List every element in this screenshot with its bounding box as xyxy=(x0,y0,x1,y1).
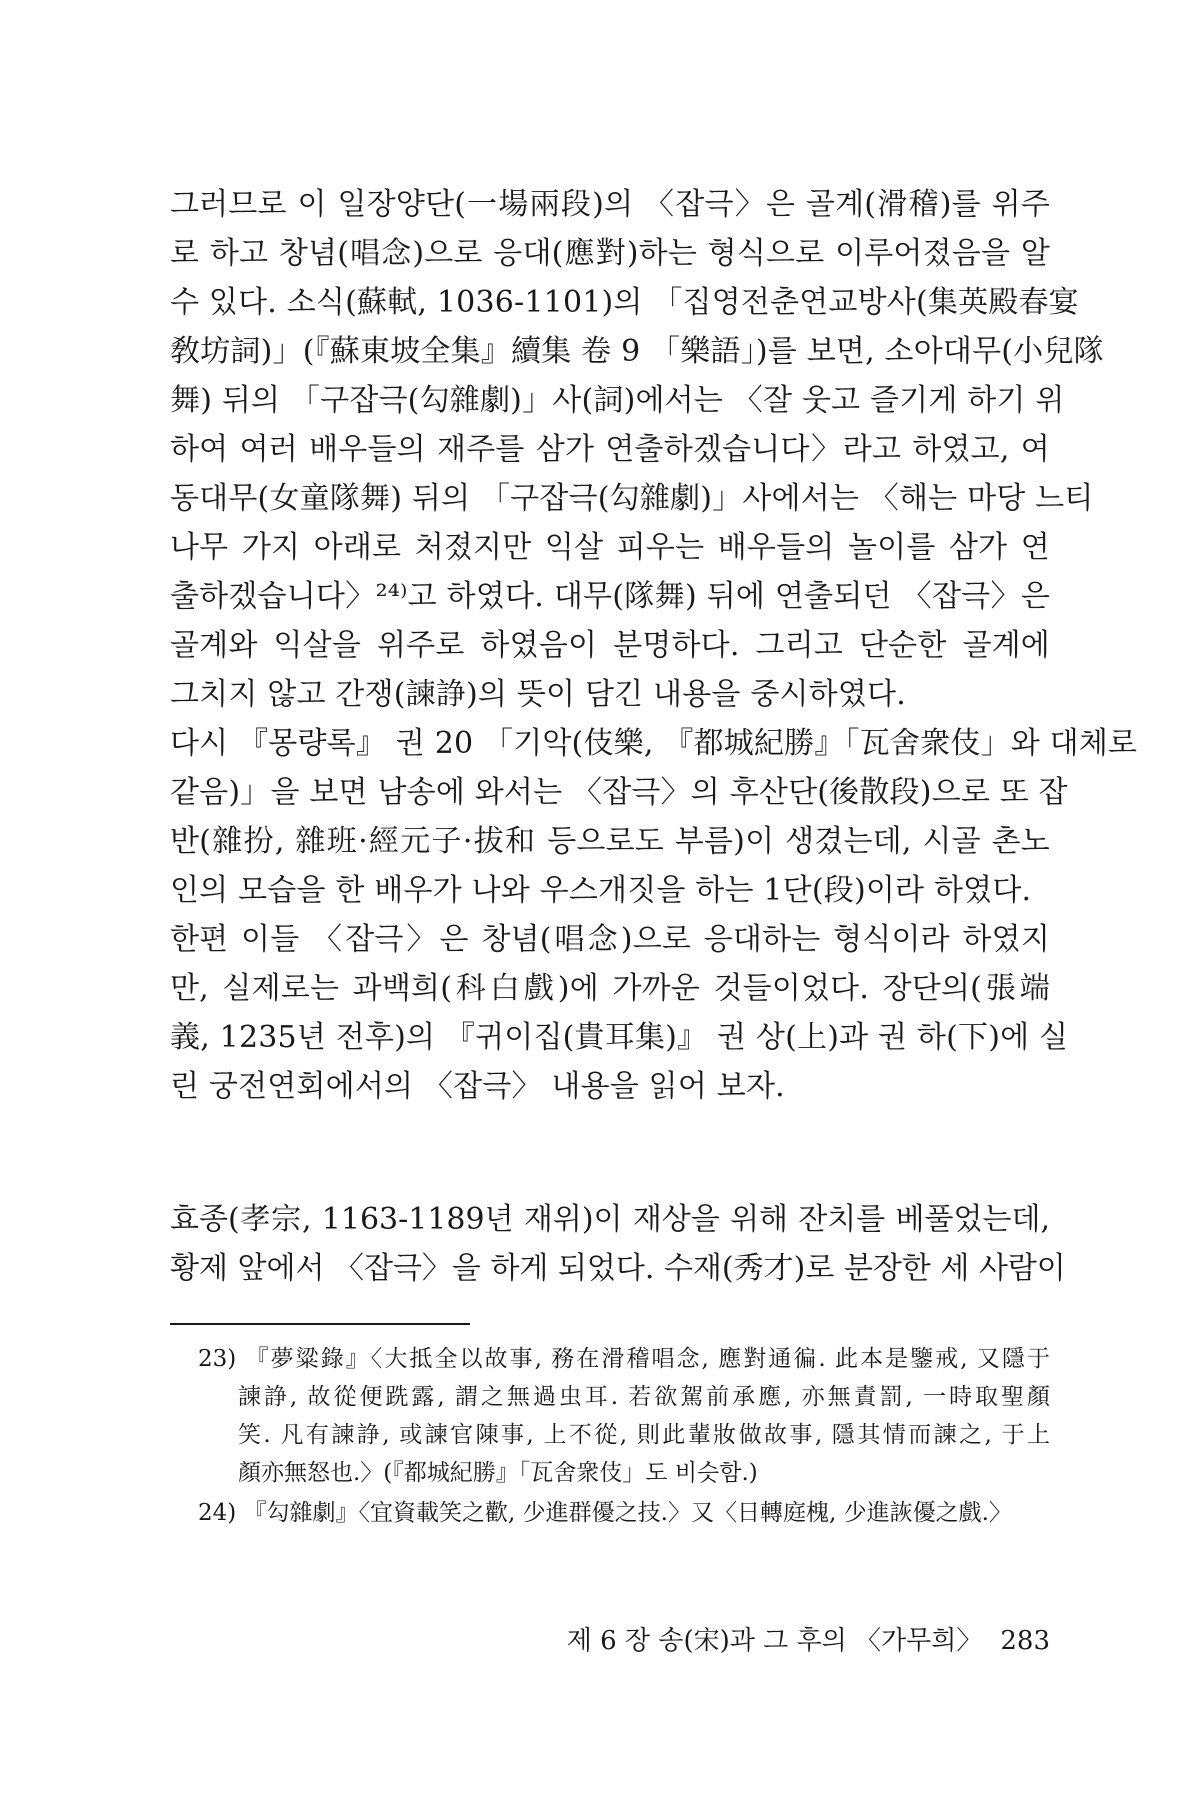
footnote-23 xyxy=(198,1340,1050,1492)
body-line: 동대무(女童隊舞) 뒤의 「구잡극(勾雜劇)」사에서는 〈해는 마당 느티 xyxy=(170,481,1094,516)
quote-line: 황제 앞에서 〈잡극〉을 하게 되었다. 수재(秀才)로 분장한 세 사람이 xyxy=(170,1251,1066,1286)
body-line: 舞) 뒤의 「구잡극(勾雜劇)」사(詞)에서는 〈잘 웃고 즐기게 하기 위 xyxy=(170,383,1065,418)
body-line: 린 궁전연회에서의 〈잡극〉 내용을 읽어 보자. xyxy=(170,1069,785,1104)
body-line: 나무 가지 아래로 처졌지만 익살 피우는 배우들의 놀이를 삼가 연 xyxy=(170,530,1050,565)
running-head: 제 6 장 송(宋)과 그 후의 〈가무희〉 xyxy=(566,1626,983,1656)
footnote-line: 23) 『夢粱錄』〈大抵全以故事, 務在滑稽唱念, 應對通徧. 此本是鑒戒, 又隱于 xyxy=(198,1346,1050,1372)
footnote-line: 顏亦無怒也.〉(『都城紀勝』「瓦舍衆伎」도 비슷함.) xyxy=(238,1460,758,1486)
body-line: 그러므로 이 일장양단(一場兩段)의 〈잡극〉은 골계(滑稽)를 위주 xyxy=(170,187,1050,222)
body-line: 수 있다. 소식(蘇軾, 1036-1101)의 「집영전춘연교방사(集英殿春宴 xyxy=(170,285,1079,320)
body-line: 하여 여러 배우들의 재주를 삼가 연출하겠습니다〉라고 하였고, 여 xyxy=(170,432,1050,467)
footnote-line: 24) 『勾雜劇』〈宜資載笑之歡, 少進群優之技.〉又〈日轉庭槐, 少進詼優之戲.〉 xyxy=(198,1500,1012,1526)
body-line: 출하겠습니다〉²⁴⁾고 하였다. 대무(隊舞) 뒤에 연출되던 〈잡극〉은 xyxy=(170,579,1050,614)
footnote-line: 笑. 凡有諫諍, 或諫官陳事, 上不從, 則此輩妝做故事, 隱其情而諫之, 于上 xyxy=(238,1422,1050,1448)
body-line: 다시 『몽량록』 권 20 「기악(伎樂, 『都城紀勝』「瓦舍衆伎」와 대체로 xyxy=(170,726,1138,761)
quote-line: 효종(孝宗, 1163-1189년 재위)이 재상을 위해 잔치를 베풀었는데, xyxy=(170,1202,1050,1237)
footnote-rule xyxy=(170,1323,470,1325)
body-line: 로 하고 창념(唱念)으로 응대(應對)하는 형식으로 이루어졌음을 알 xyxy=(170,236,1050,271)
body-line: 인의 모습을 한 배우가 나와 우스개짓을 하는 1단(段)이라 하였다. xyxy=(170,873,1032,908)
footnotes xyxy=(198,1340,1050,1534)
body-line: 한편 이들 〈잡극〉은 창념(唱念)으로 응대하는 형식이라 하였지 xyxy=(170,922,1050,957)
block-quote xyxy=(170,1195,1066,1293)
footnote-24 xyxy=(198,1494,1050,1532)
page-number: 283 xyxy=(1000,1626,1050,1656)
running-footer xyxy=(500,1620,1050,1657)
body-line: 敎坊詞)」(『蘇東坡全集』續集 卷 9 「樂語」)를 보면, 소아대무(小兒隊 xyxy=(170,334,1104,369)
body-line: 義, 1235년 전후)의 『귀이집(貴耳集)』 권 상(上)과 권 하(下)에 실 xyxy=(170,1020,1069,1055)
body-line: 그치지 않고 간쟁(諫諍)의 뜻이 담긴 내용을 중시하였다. xyxy=(170,677,906,712)
footnote-line: 諫諍, 故從便跣露, 謂之無過虫耳. 若欲駕前承應, 亦無責罰, 一時取聖顏 xyxy=(238,1384,1050,1410)
body-text xyxy=(170,180,1138,1111)
body-line: 같음)」을 보면 남송에 와서는 〈잡극〉의 후산단(後散段)으로 또 잡 xyxy=(170,775,1068,810)
body-line: 반(雜扮, 雜班·經元子·拔和 등으로도 부름)이 생겼는데, 시골 촌노 xyxy=(170,824,1050,859)
body-line: 골계와 익살을 위주로 하였음이 분명하다. 그리고 단순한 골계에 xyxy=(170,628,1050,663)
body-line: 만, 실제로는 과백희(科白戲)에 가까운 것들이었다. 장단의(張端 xyxy=(170,971,1050,1006)
